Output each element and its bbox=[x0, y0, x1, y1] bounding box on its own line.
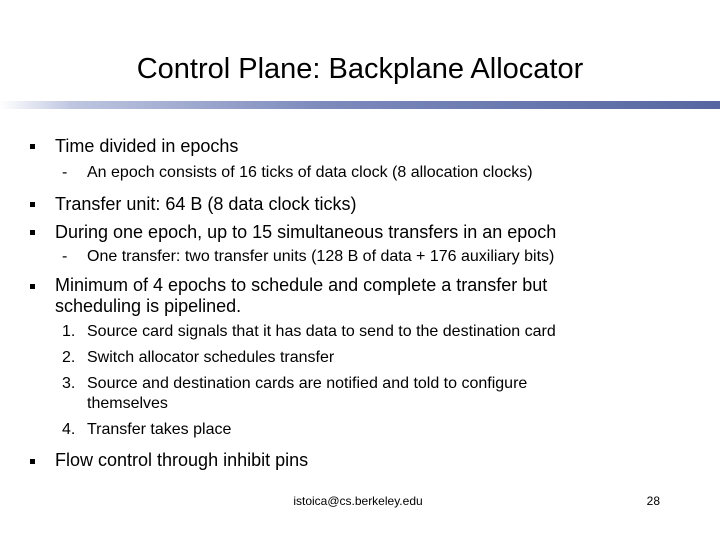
bullet-square-icon bbox=[30, 230, 35, 235]
numbered-item-allocator-schedules: Switch allocator schedules transfer bbox=[87, 349, 335, 366]
dash-marker: - bbox=[62, 248, 68, 265]
sub-bullet-epoch-ticks: An epoch consists of 16 ticks of data clock (8 allocation clocks) bbox=[87, 164, 533, 181]
bullet-simultaneous-transfers: During one epoch, up to 15 simultaneous transfers in an epoch bbox=[55, 222, 557, 242]
bullet-square-icon bbox=[30, 284, 35, 289]
bullet-square-icon bbox=[30, 459, 35, 464]
list-number: 2. bbox=[62, 349, 76, 366]
bullet-transfer-unit: Transfer unit: 64 B (8 data clock ticks) bbox=[55, 194, 357, 214]
page-number: 28 bbox=[646, 494, 660, 508]
bullet-square-icon bbox=[30, 202, 35, 207]
sub-bullet-one-transfer: One transfer: two transfer units (128 B of data + 176 auxiliary bits) bbox=[87, 248, 555, 265]
bullet-flow-control: Flow control through inhibit pins bbox=[55, 450, 309, 470]
bullet-square-icon bbox=[30, 144, 35, 149]
title-rule bbox=[0, 101, 720, 109]
numbered-item-source-signals: Source card signals that it has data to send to the destination card bbox=[87, 323, 556, 340]
list-number: 4. bbox=[62, 421, 76, 438]
footer-email: istoica@cs.berkeley.edu bbox=[293, 494, 423, 508]
bullet-time-divided: Time divided in epochs bbox=[55, 136, 239, 156]
dash-marker: - bbox=[62, 164, 68, 181]
list-number: 1. bbox=[62, 323, 76, 340]
numbered-item-cards-notified-line2: themselves bbox=[87, 395, 168, 412]
list-number: 3. bbox=[62, 375, 76, 392]
numbered-item-transfer-takes-place: Transfer takes place bbox=[87, 421, 232, 438]
bullet-minimum-epochs-line1: Minimum of 4 epochs to schedule and complete a transfer but bbox=[55, 275, 548, 295]
numbered-item-cards-notified-line1: Source and destination cards are notified and told to configure bbox=[87, 375, 528, 392]
slide-title: Control Plane: Backplane Allocator bbox=[136, 53, 584, 85]
bullet-minimum-epochs-line2: scheduling is pipelined. bbox=[55, 296, 242, 316]
